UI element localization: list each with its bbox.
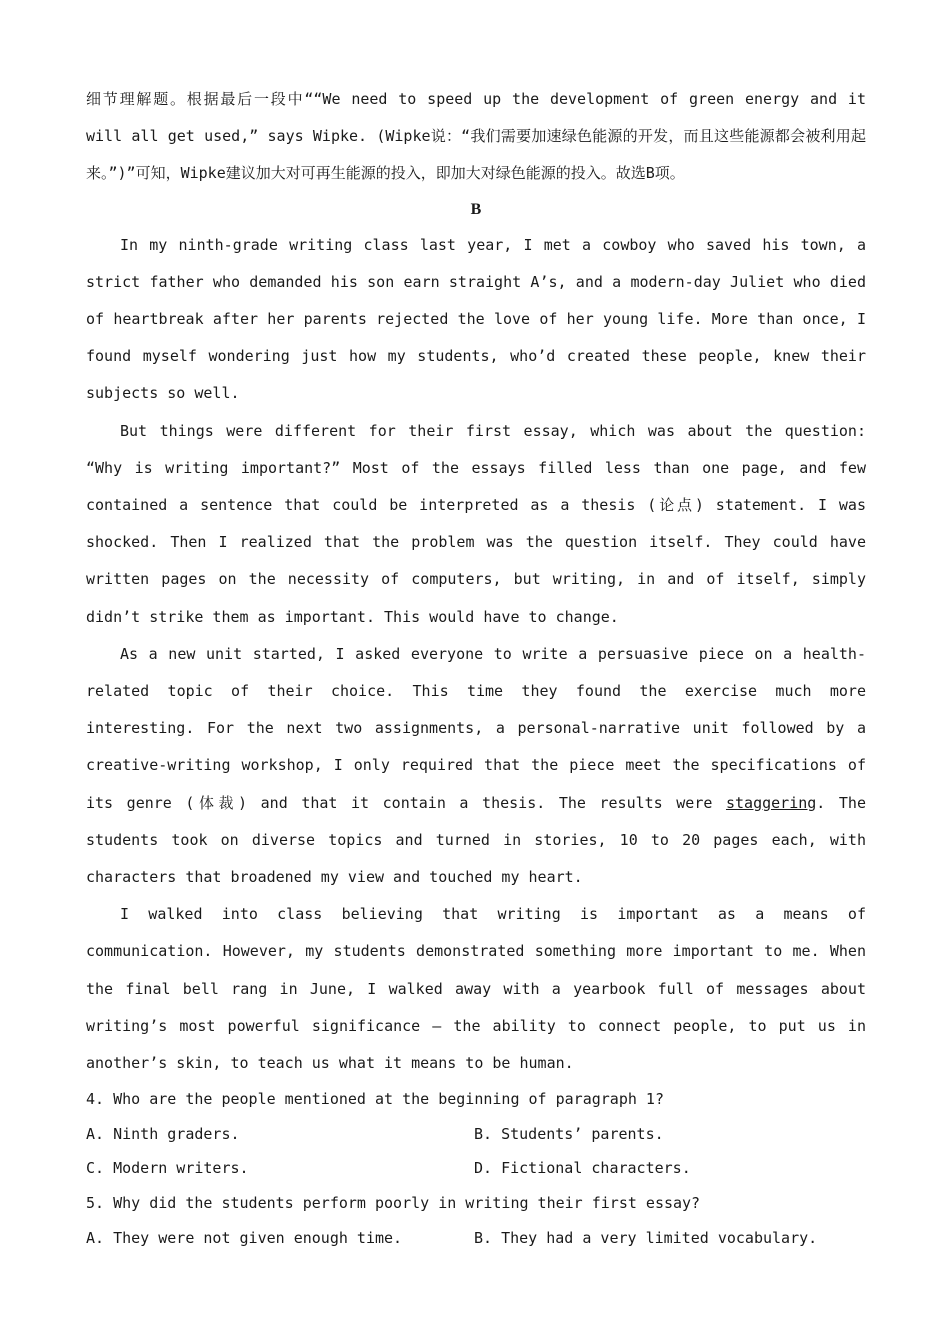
reading-passage bbox=[86, 227, 866, 1083]
passage-paragraph-4: I walked into class believing that writing is important as a means of communication. However, my students demonstrated something more important to me. When the final bell rang in June, I walked away with a yearbook full of messages about writing’s most powerful significance — the ability to connect people, to put us in another’s skin, to teach us what it means to be human. bbox=[86, 905, 866, 1073]
passage-paragraph-2: But things were different for their first essay, which was about the question: “Why is writing important?” Most of the essays filled less than one page, and few contained a sentence that could be interpreted as a thesis (论点) statement. I was shocked. Then I realized that the problem was the question itself. They could have written pages on the necessity of computers, but writing, in and of itself, simply didn’t strike them as important. This would have to change. bbox=[86, 421, 866, 626]
question-stem: 5. Why did the students perform poorly in writing their first essay? bbox=[86, 1194, 701, 1213]
question-4 bbox=[86, 1082, 866, 1186]
underlined-word: staggering bbox=[725, 793, 817, 812]
section-title: B bbox=[470, 200, 482, 218]
option-b: B. They had a very limited vocabulary. bbox=[474, 1228, 818, 1247]
question-5 bbox=[86, 1186, 866, 1255]
question-stem: 4. Who are the people mentioned at the beginning of paragraph 1? bbox=[86, 1090, 664, 1109]
paragraph-3-text-after: . The students took on diverse topics and turned in stories, 10 to 20 pages each, with characters that broadened my view and touched my heart. bbox=[86, 793, 866, 887]
answer-explanation: 细节理解题。根据最后一段中““We need to speed up the development of green energy and it will all get used,” says Wipke. (Wipke说：“我们需要加速绿色能源的开发，而且这些能源都会被利用起来。”)”可知，Wipke建议加大对可再生能源的投入，即加大对绿色能源的投入。故选B项。 bbox=[86, 90, 866, 183]
option-a: A. They were not given enough time. bbox=[86, 1228, 403, 1247]
paragraph-3-text-before: As a new unit started, I asked everyone to write a persuasive piece on a health-related topic of their choice. This time they found the exercise much more interesting. For the next two assignments, a personal-narrative unit followed by a creative-writing workshop, I only required that the piece meet the specifications of its genre (体裁) and that it contain a thesis. The results were bbox=[86, 644, 866, 812]
option-c: C. Modern writers. bbox=[86, 1159, 249, 1178]
page-content bbox=[86, 81, 866, 1255]
option-row bbox=[86, 1221, 866, 1256]
option-row bbox=[86, 1117, 866, 1152]
option-b: B. Students’ parents. bbox=[474, 1124, 664, 1143]
passage-paragraph-1: In my ninth-grade writing class last year, I met a cowboy who saved his town, a strict father who demanded his son earn straight A’s, and a modern-day Juliet who died of heartbreak after her parents rejected the love of her young life. More than once, I found myself wondering just how my students, who’d created these people, knew their subjects so well. bbox=[86, 235, 866, 403]
passage-paragraph-3 bbox=[86, 636, 866, 896]
option-row bbox=[86, 1151, 866, 1186]
option-a: A. Ninth graders. bbox=[86, 1124, 240, 1143]
option-d: D. Fictional characters. bbox=[474, 1159, 691, 1178]
